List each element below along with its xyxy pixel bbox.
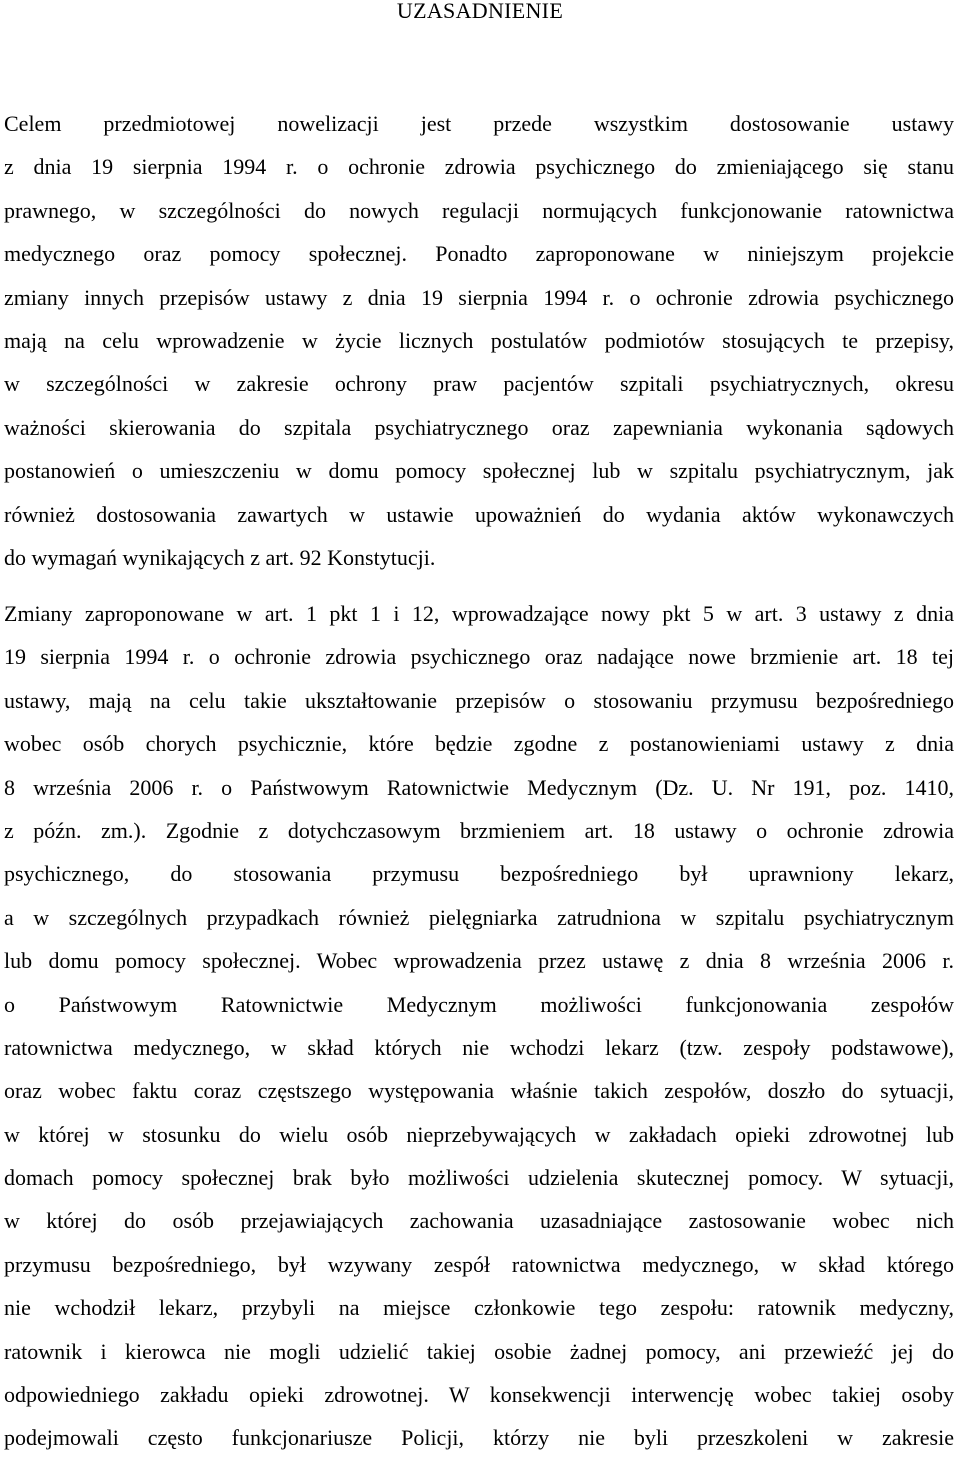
text-line: w której do osób przejawiających zachowania uzasadniające zastosowanie wobec nich [4,1208,954,1234]
text-line: ustawy, mają na celu takie ukształtowanie przepisów o stosowaniu przymusu bezpośredniego [4,687,954,713]
text-line: nie wchodził lekarz, przybyli na miejsce członkowie tego zespołu: ratownik medyczny, [4,1295,954,1321]
text-line: odpowiedniego zakładu opieki zdrowotnej. W konsekwencji interwencję wobec takiej osoby [4,1382,954,1408]
text-line: prawnego, w szczególności do nowych regulacji normujących funkcjonowanie ratownictwa [4,197,954,223]
text-line: ważności skierowania do szpitala psychiatrycznego oraz zapewniania wykonania sądowych [4,414,954,440]
text-line: do wymagań wynikających z art. 92 Konstytucji. [4,544,436,570]
text-line: domach pomocy społecznej brak było możliwości udzielenia skutecznej pomocy. W sytuacji, [4,1165,954,1191]
text-line: wobec osób chorych psychicznie, które będzie zgodne z postanowieniami ustawy z dnia [4,731,954,757]
paragraph-2 [4,592,954,1460]
text-line: z dnia 19 sierpnia 1994 r. o ochronie zdrowia psychicznego do zmieniającego się stanu [4,154,954,180]
text-line: w której w stosunku do wielu osób nieprzebywających w zakładach opieki zdrowotnej lub [4,1121,954,1147]
text-line: lub domu pomocy społecznej. Wobec wprowadzenia przez ustawę z dnia 8 września 2006 r. [4,948,954,974]
text-line: w szczególności w zakresie ochrony praw pacjentów szpitali psychiatrycznych, okresu [4,371,954,397]
text-line: psychicznego, do stosowania przymusu bezpośredniego był uprawniony lekarz, [4,861,954,887]
text-line: 8 września 2006 r. o Państwowym Ratownictwie Medycznym (Dz. U. Nr 191, poz. 1410, [4,774,954,800]
text-line: podejmowali często funkcjonariusze Policji, którzy nie byli przeszkoleni w zakresie [4,1425,954,1451]
paragraph-1 [4,102,954,579]
text-line: przymusu bezpośredniego, był wzywany zespół ratownictwa medycznego, w skład którego [4,1251,954,1277]
text-line: mają na celu wprowadzenie w życie licznych postulatów podmiotów stosujących te przepisy, [4,327,954,353]
text-line: postanowień o umieszczeniu w domu pomocy społecznej lub w szpitalu psychiatrycznym, jak [4,458,954,484]
text-line: a w szczególnych przypadkach również pielęgniarka zatrudniona w szpitalu psychiatrycznym [4,904,954,930]
text-line: 19 sierpnia 1994 r. o ochronie zdrowia psychicznego oraz nadające nowe brzmienie art. 18 tej [4,644,954,670]
document-title: UZASADNIENIE [396,0,564,23]
text-line: ratownik i kierowca nie mogli udzielić takiej osobie żadnej pomocy, ani przewieźć jej do [4,1338,954,1364]
text-line: o Państwowym Ratownictwie Medycznym możliwości funkcjonowania zespołów [4,991,954,1017]
text-line: medycznego oraz pomocy społecznej. Ponadto zaproponowane w niniejszym projekcie [4,241,954,267]
text-line: również dostosowania zawartych w ustawie upoważnień do wydania aktów wykonawczych [4,501,954,527]
text-line: Celem przedmiotowej nowelizacji jest przede wszystkim dostosowanie ustawy [4,111,954,136]
text-line: ratownictwa medycznego, w skład których nie wchodzi lekarz (tzw. zespoły podstawowe), [4,1034,954,1060]
text-line: z późn. zm.). Zgodnie z dotychczasowym brzmieniem art. 18 ustawy o ochronie zdrowia [4,817,954,843]
text-line: oraz wobec faktu coraz częstszego występowania właśnie takich zespołów, doszło do sytuacji, [4,1078,954,1104]
text-line: Zmiany zaproponowane w art. 1 pkt 1 i 12, wprowadzające nowy pkt 5 w art. 3 ustawy z dnia [4,601,954,626]
text-line: zmiany innych przepisów ustawy z dnia 19 sierpnia 1994 r. o ochronie zdrowia psychicznego [4,284,954,310]
